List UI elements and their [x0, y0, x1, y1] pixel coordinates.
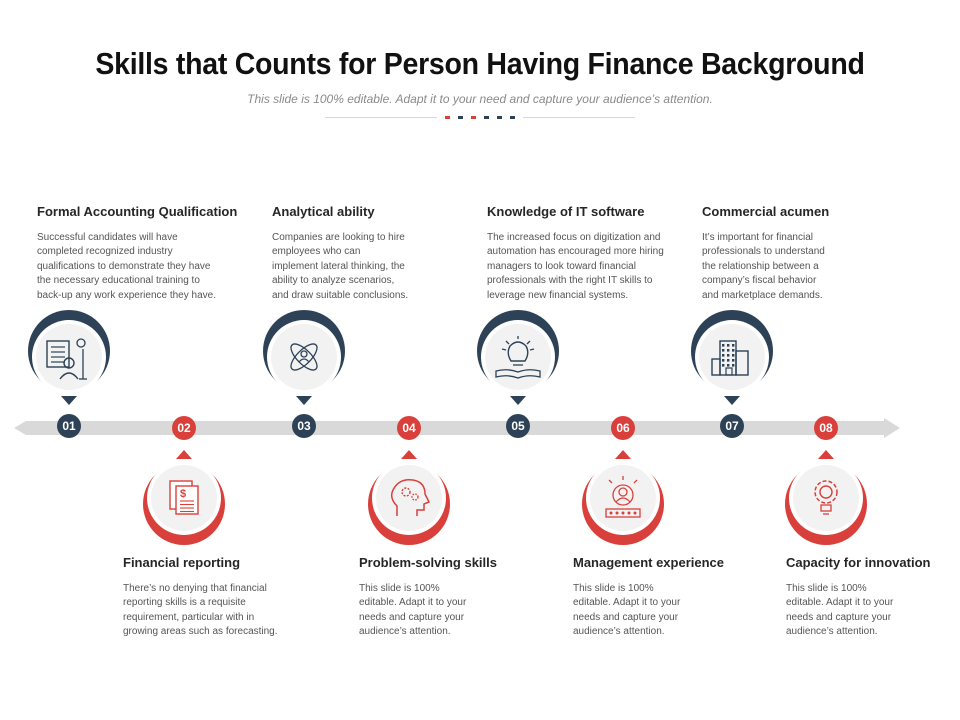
step-number: 02	[177, 421, 191, 436]
pointer-triangle	[615, 450, 631, 459]
icon-circle-06	[582, 461, 664, 545]
step-badge-08	[814, 416, 838, 440]
slide-subtitle: This slide is 100% editable. Adapt it to your need and capture your audience’s attention.	[247, 92, 713, 106]
step-block-04	[359, 555, 559, 640]
step-block-08	[786, 555, 960, 640]
step-description: Successful candidates will have completed recognized industry qualifications to demonstrate they have the necessary educational training to back-up any work experience they have.	[37, 232, 216, 301]
step-block-01	[37, 204, 237, 303]
step-heading: Problem-solving skills	[359, 555, 497, 570]
step-heading: Formal Accounting Qualification	[37, 204, 238, 219]
step-block-02	[123, 555, 323, 640]
step-badge-05	[506, 414, 530, 438]
svg-text:$: $	[180, 488, 187, 500]
step-description: This slide is 100% editable. Adapt it to your needs and capture your audience’s attention.	[786, 583, 894, 638]
step-block-07	[702, 204, 902, 303]
step-node-08	[785, 416, 867, 545]
step-description: There’s no denying that financial reporting skills is a requisite requirement, particular with in growing areas such as forecasting.	[123, 583, 278, 638]
step-block-06	[573, 555, 773, 640]
step-description: This slide is 100% editable. Adapt it to your needs and capture your audience’s attention.	[573, 583, 681, 638]
step-badge-01	[57, 414, 81, 438]
slide-title: Skills that Counts for Person Having Finance Background	[95, 46, 865, 81]
icon-circle-05	[477, 310, 559, 394]
step-number: 07	[725, 419, 739, 434]
step-node-01	[28, 310, 110, 438]
pointer-triangle	[176, 450, 192, 459]
pointer-triangle	[61, 396, 77, 405]
step-badge-04	[397, 416, 421, 440]
icon-circle-04	[368, 461, 450, 545]
step-badge-02	[172, 416, 196, 440]
step-node-05	[477, 310, 559, 438]
step-number: 05	[511, 419, 525, 434]
step-description: It’s important for financial professionals to understand the relationship between a company’s fiscal behavior and marketplace demands.	[702, 232, 825, 301]
step-description: The increased focus on digitization and automation has encouraged more hiring managers to look toward financial professionals with the right IT skills to leverage new financial systems.	[487, 232, 664, 301]
step-heading: Commercial acumen	[702, 204, 830, 219]
step-number: 03	[297, 419, 311, 434]
step-node-03	[263, 310, 345, 438]
financial-document-icon	[170, 481, 198, 514]
step-number: 01	[62, 419, 76, 434]
step-block-05	[487, 204, 687, 303]
step-number: 06	[616, 421, 630, 436]
step-heading: Capacity for innovation	[786, 555, 931, 570]
step-number: 04	[402, 421, 416, 436]
step-badge-06	[611, 416, 635, 440]
step-node-06	[582, 416, 664, 545]
pointer-triangle	[296, 396, 312, 405]
icon-circle-08	[785, 461, 867, 545]
pointer-triangle	[510, 396, 526, 405]
step-badge-07	[720, 414, 744, 438]
step-block-03	[272, 204, 472, 303]
step-badge-03	[292, 414, 316, 438]
step-heading: Analytical ability	[272, 204, 375, 219]
step-node-04	[368, 416, 450, 545]
step-node-02	[143, 416, 225, 545]
step-heading: Knowledge of IT software	[487, 204, 645, 219]
step-heading: Management experience	[573, 555, 725, 570]
step-number: 08	[819, 421, 833, 436]
timeline-arrow	[14, 418, 900, 438]
pointer-triangle	[724, 396, 740, 405]
pointer-triangle	[401, 450, 417, 459]
pointer-triangle	[818, 450, 834, 459]
step-heading: Financial reporting	[123, 555, 241, 570]
step-description: This slide is 100% editable. Adapt it to your needs and capture your audience’s attention.	[359, 583, 467, 638]
step-description: Companies are looking to hire employees who can implement lateral thinking, the ability to analyze scenarios, and draw suitable conclusions.	[272, 232, 409, 301]
step-node-07	[691, 310, 773, 438]
icon-circle-07	[691, 310, 773, 394]
icon-circle-03	[263, 310, 345, 394]
